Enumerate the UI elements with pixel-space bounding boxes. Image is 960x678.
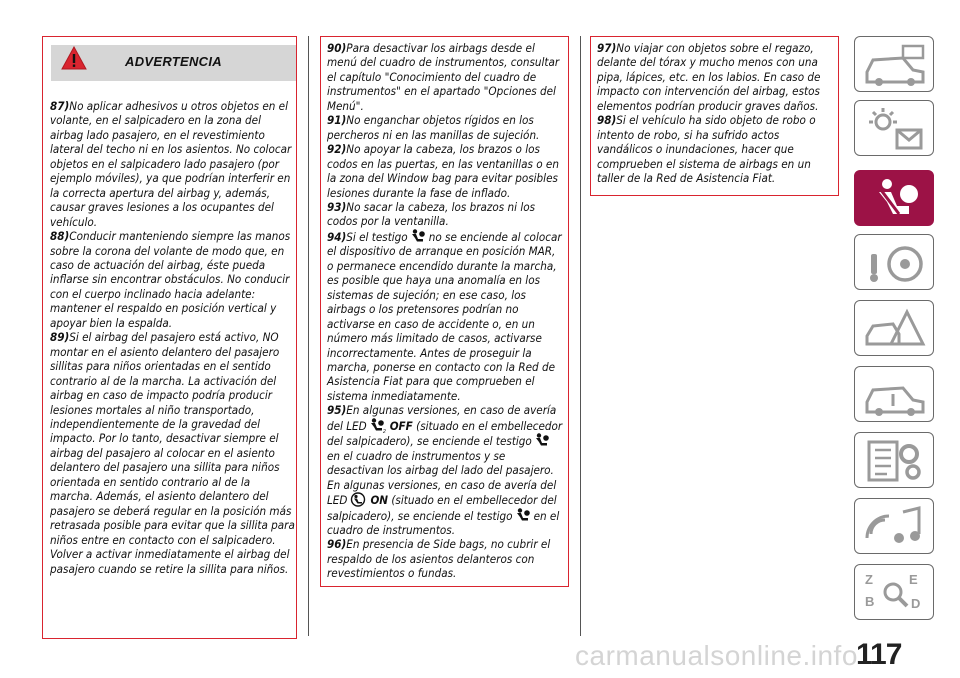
chapter-tab-multimedia[interactable]: [854, 498, 934, 554]
page-number: 117: [856, 638, 902, 671]
key-steering-wheel-icon: [863, 240, 927, 286]
technical-data-icon: [863, 438, 927, 484]
note-text: Para desactivar los airbags desde el menú del cuadro de instrumentos, consultar el capítulo "Conocimiento del cuadro de instrumentos" en el apartado "Opciones del Menú".: [327, 41, 560, 113]
warning-box-2: [320, 36, 569, 587]
note-text: en el cuadro de instrumentos.: [327, 508, 560, 537]
note-text: Conducir manteniendo siempre las manos sobre la corona del volante de modo que, en caso de actuación del airbag, éste pueda inflarse sin encontrar obstáculos. No conducir con el cuerpo inclinado hacia adelante: mantener el respaldo en posición vertical y apoyar bien la espalda.: [50, 229, 291, 330]
warning-text-col1: [50, 99, 296, 576]
note-number: 91): [327, 113, 347, 128]
airbag-warning-light-icon: [410, 229, 426, 244]
paragraph-91: [327, 113, 565, 142]
warning-text-col2: [327, 41, 565, 581]
svg-text:D: D: [911, 596, 921, 611]
note-text: No apoyar la cabeza, los brazos o los codos en las puertas, en las ventanillas o en la zona del Window bag para evitar posibles lesiones durante la fase de inflado.: [327, 142, 559, 200]
chapter-tab-maintenance[interactable]: [854, 366, 934, 422]
column-separator-2: [580, 36, 581, 636]
breakdown-car-icon: [863, 306, 927, 352]
note-number: 98): [597, 113, 617, 128]
note-text: Si el testigo: [346, 229, 408, 244]
note-number: 90): [327, 41, 347, 55]
note-text: Si el airbag del pasajero está activo, NO montar en el asiento delantero del pasajero sillitas para niños orientadas en el sentido contrario al de la marcha. La activación del airbag en caso de impacto podría producir lesiones mortales al niño transportado, independientemente de la gravedad del impacto. Por lo tanto, desactivar siempre el airbag del pasajero al colocar en el asiento delantero del pasajero una sillita para niños orientada en sentido contrario al de la marcha. Además, el asiento delantero del pasajero se deberá regular en la posición más retrasada posible para evitar que la sillita para niños entre en contacto con el salpicadero. Volver a activar inmediatamente el airbag del pasajero cuando se retire la sillita para niños.: [50, 330, 295, 576]
chapter-tab-warning-lights[interactable]: [854, 100, 934, 156]
column-separator-1: [308, 36, 309, 636]
note-number: 89): [50, 330, 70, 345]
note-text: En algunas versiones, en caso de avería del LED: [327, 403, 557, 433]
note-number: 97): [597, 41, 617, 55]
paragraph-92: [327, 142, 565, 200]
car-dashboard-icon: [863, 42, 927, 88]
paragraph-93: [327, 200, 565, 229]
note-text: no se enciende al colocar el dispositivo de arranque en posición MAR, o permanece encendido durante la marcha, es posible que haya una anomalía en los sistemas de sujeción; en ese caso, los airbags o los pretensores podrían no activarse en caso de accidente o, en un número más limitado de casos, activarse incorrectamente. Antes de proseguir la marcha, ponerse en contacto con la Red de Asistencia Fiat para que comprueben el sistema inmediatamente.: [327, 229, 562, 403]
paragraph-87: [50, 99, 296, 229]
svg-text:B: B: [865, 594, 875, 609]
svg-text:2: 2: [382, 428, 386, 433]
multimedia-icon: [863, 504, 927, 550]
note-text: (situado en el embellecedor del salpicadero), se enciende el testigo: [327, 493, 557, 523]
led-off-label: OFF: [389, 418, 413, 433]
note-text: en el cuadro de instrumentos y se desactivan los airbag del lado del pasajero. En algunas versiones, en caso de avería del LED: [327, 448, 557, 508]
warning-header: [51, 45, 296, 81]
svg-text:E: E: [909, 572, 918, 587]
note-number: 96): [327, 537, 347, 552]
note-number: 93): [327, 199, 347, 214]
led-on-label: ON: [370, 493, 389, 508]
note-number: 88): [50, 229, 70, 244]
note-text: No sacar la cabeza, los brazos ni los codos por la ventanilla.: [327, 199, 536, 229]
warning-box-1: [42, 36, 297, 639]
note-text: (situado en el embellecedor del salpicadero), se enciende el testigo: [327, 418, 563, 449]
note-number: 92): [327, 142, 347, 157]
note-text: En presencia de Side bags, no cubrir el respaldo de los asientos delanteros con revestimientos o fundas.: [327, 537, 551, 581]
paragraph-90: [327, 41, 565, 113]
paragraph-94: [327, 229, 565, 403]
warning-box-3: [590, 36, 839, 196]
note-text: No enganchar objetos rígidos en los percheros ni en las manillas de sujeción.: [327, 113, 540, 142]
warning-title: ADVERTENCIA: [125, 54, 222, 69]
airbag-off-led-icon: [369, 418, 387, 433]
note-number: 95): [327, 403, 347, 418]
note-text: Si el vehículo ha sido objeto de robo o intento de robo, si ha sufrido actos vandálicos o inundaciones, hacer que comprueben el sistema de airbags en un taller de la Red de Asistencia Fiat.: [597, 113, 816, 186]
chapter-tab-index[interactable]: [854, 564, 934, 620]
airbag-warning-light-icon: [534, 433, 550, 448]
chapter-tab-safety[interactable]: [854, 170, 934, 226]
paragraph-89: [50, 330, 296, 576]
paragraph-98: [597, 113, 835, 185]
watermark: carmanualsonline.info: [575, 640, 858, 671]
warning-lights-icon: [863, 106, 927, 152]
chapter-tab-starting-driving[interactable]: [854, 234, 934, 290]
paragraph-88: [50, 229, 296, 330]
chapter-tab-dashboard[interactable]: [854, 36, 934, 92]
note-number: 94): [327, 229, 347, 244]
svg-text:Z: Z: [865, 572, 873, 587]
warning-text-col3: [597, 41, 835, 186]
note-text: No viajar con objetos sobre el regazo, delante del tórax y mucho menos con una pipa, lápices, etc. en los labios. En caso de impacto con intervención del airbag, estos elementos podrían producir graves daños.: [597, 41, 821, 113]
maintenance-car-icon: [863, 372, 927, 418]
paragraph-96: [327, 537, 565, 580]
note-number: 87): [50, 99, 70, 113]
airbag-on-led-icon: [349, 492, 367, 507]
paragraph-95: [327, 403, 565, 537]
chapter-tab-technical-data[interactable]: [854, 432, 934, 488]
note-text: No aplicar adhesivos u otros objetos en el volante, en el salpicadero en la zona del airbag lado pasajero, en el revestimiento lateral del techo ni en los asientos. No colocar objetos en el salpicadero lado pasajero (por ejemplo móviles), ya que podrían interferir en la correcta apertura del airbag y, además, causar graves lesiones a los ocupantes del vehículo.: [50, 99, 292, 229]
paragraph-97: [597, 41, 835, 113]
index-icon: [863, 570, 927, 616]
airbag-seatbelt-icon: [863, 176, 927, 222]
airbag-warning-light-icon: [515, 508, 531, 523]
chapter-tab-emergency[interactable]: [854, 300, 934, 356]
